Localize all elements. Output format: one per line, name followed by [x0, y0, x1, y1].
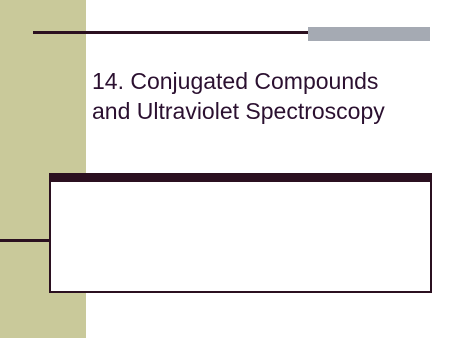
- slide-title-line-2: and Ultraviolet Spectroscopy: [92, 98, 385, 124]
- top-accent-bar: [308, 27, 430, 41]
- top-divider-line: [33, 31, 309, 34]
- left-divider-line: [0, 239, 50, 242]
- content-placeholder-box: [49, 173, 432, 293]
- slide-title-line-1: 14. Conjugated Compounds: [92, 68, 379, 94]
- slide-title: [92, 66, 442, 126]
